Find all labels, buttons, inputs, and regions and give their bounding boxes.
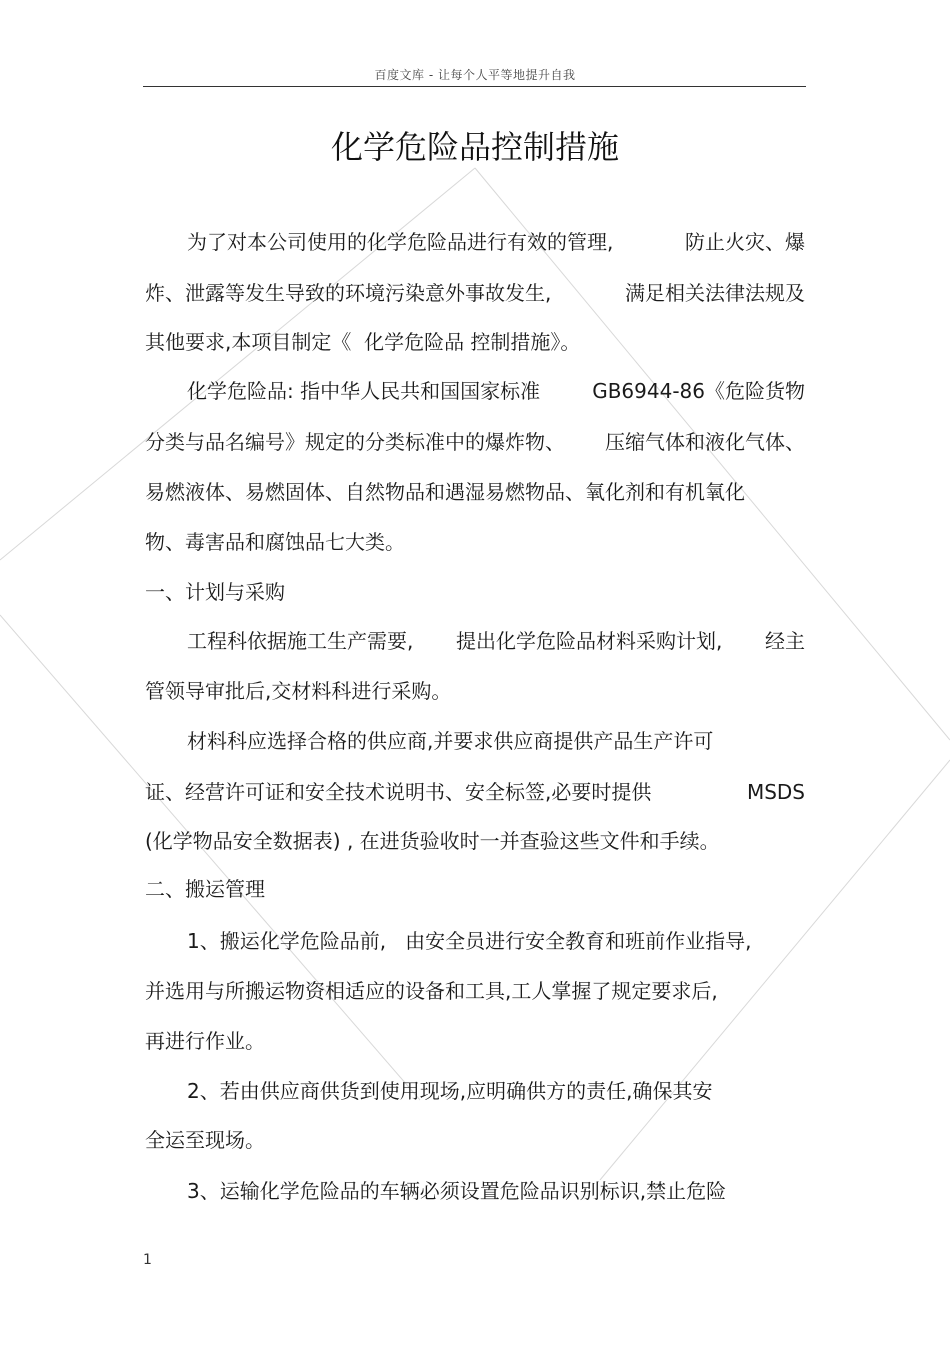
section-heading: 二、搬运管理 [145, 877, 265, 901]
text-segment: 证、经营许可证和安全技术说明书、安全标签,必要时提供 [145, 780, 652, 804]
text-segment: GB6944-86《危险货物 [592, 379, 805, 403]
paragraph-line [187, 929, 752, 953]
paragraph-line [145, 430, 805, 454]
header-divider [143, 86, 806, 87]
text-segment: MSDS [746, 780, 805, 804]
paragraph-line: 物、毒害品和腐蚀品七大类。 [145, 530, 405, 554]
paragraph-line: 再进行作业。 [145, 1029, 265, 1053]
paragraph-line: 管领导审批后,交材料科进行采购。 [145, 679, 452, 703]
text-segment: 分类与品名编号》规定的分类标准中的爆炸物、 [145, 430, 565, 454]
text-segment: 提出化学危险品材料采购计划, [456, 629, 723, 653]
text-segment: 由安全员进行安全教育和班前作业指导, [405, 929, 752, 953]
paragraph-line: 其他要求,本项目制定《 化学危险品 控制措施》。 [145, 330, 581, 354]
text-segment: 工程科依据施工生产需要, [187, 629, 414, 653]
paragraph-line [187, 230, 805, 254]
paragraph-line: 易燃液体、易燃固体、自然物品和遇湿易燃物品、氧化剂和有机氧化 [145, 480, 745, 504]
text-gap [386, 929, 405, 953]
text-segment: 满足相关法律法规及 [625, 281, 805, 305]
paragraph-line: 全运至现场。 [145, 1128, 265, 1152]
page-number: 1 [143, 1252, 152, 1268]
text-segment: 1、搬运化学危险品前, [187, 929, 387, 953]
paragraph-line: (化学物品安全数据表) , 在进货验收时一并查验这些文件和手续。 [145, 829, 720, 853]
paragraph-line: 2、若由供应商供货到使用现场,应明确供方的责任,确保其安 [187, 1079, 713, 1103]
paragraph-line [187, 629, 805, 653]
text-segment: 防止火灾、爆 [685, 230, 805, 254]
paragraph-line [145, 780, 805, 804]
paragraph-line: 材料科应选择合格的供应商,并要求供应商提供产品生产许可 [187, 729, 714, 753]
text-segment: 经主 [765, 629, 805, 653]
paragraph-line: 3、运输化学危险品的车辆必须设置危险品识别标识,禁止危险 [187, 1179, 727, 1203]
paragraph-line [187, 379, 805, 403]
section-heading: 一、计划与采购 [145, 580, 285, 604]
paragraph-line [145, 281, 805, 305]
text-segment: 炸、泄露等发生导致的环境污染意外事故发生, [145, 281, 552, 305]
document-title: 化学危险品控制措施 [330, 128, 619, 166]
text-segment: 为了对本公司使用的化学危险品进行有效的管理, [187, 230, 614, 254]
text-segment: 化学危险品: 指中华人民共和国国家标准 [187, 379, 541, 403]
header-text: 百度文库 - 让每个人平等地提升自我 [374, 68, 576, 82]
paragraph-line: 并选用与所搬运物资相适应的设备和工具,工人掌握了规定要求后, [145, 979, 718, 1003]
text-segment: 压缩气体和液化气体、 [605, 430, 805, 454]
